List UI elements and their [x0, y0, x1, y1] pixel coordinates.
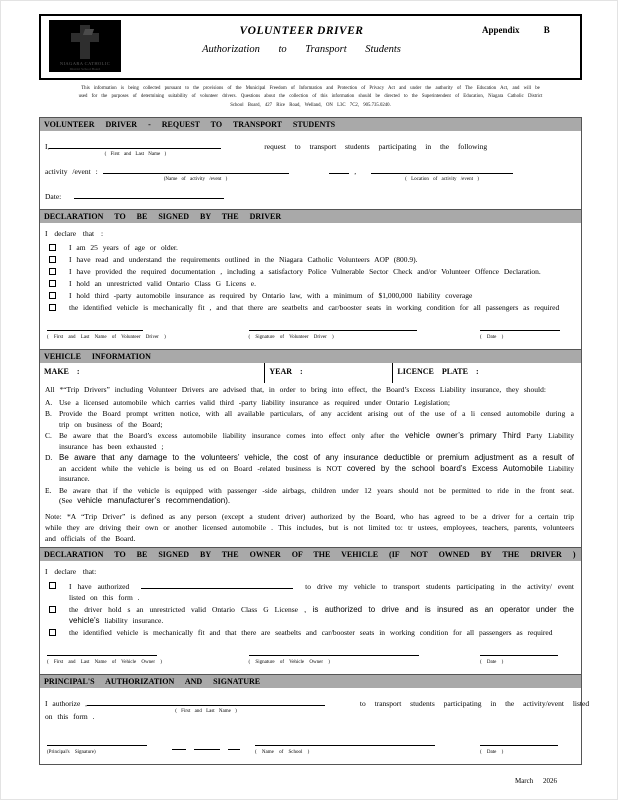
appendix-label: Appendix B	[482, 25, 550, 35]
principal-date-line[interactable]	[480, 744, 558, 746]
principal-date-label: ( Date )	[480, 749, 504, 755]
driver-declaration-item: I have provided the required documentation , including a satisfactory Police Vulnerable Sector Check and/or Volunteer Offence Declaration.	[45, 266, 574, 277]
request-activity-line	[45, 165, 574, 183]
activity-location-blank[interactable]	[371, 165, 513, 174]
principal-blank-label: ( First and Last Name )	[175, 708, 237, 714]
principal-prefix: I authorize ,	[45, 698, 88, 708]
form-title	[121, 20, 482, 55]
checkbox-icon[interactable]	[49, 304, 56, 311]
checkbox-icon[interactable]	[49, 244, 56, 251]
vehicle-year-field[interactable]: YEAR :	[264, 363, 392, 383]
checkbox-icon[interactable]	[49, 256, 56, 263]
advisory-item-c: C. Be aware that the Board’s excess automobile liability insurance comes into effect only after the vehicle owner’s primary Third Party Liability insurance has been exhausted ;	[45, 431, 574, 451]
principal-authorize-line	[45, 697, 590, 714]
checkbox-icon[interactable]	[49, 629, 56, 636]
driver-date-line[interactable]	[480, 329, 560, 331]
principal-suffix: to transport students participating in the activity/event listed	[359, 698, 590, 708]
driver-declaration-intro: I declare that :	[45, 229, 104, 239]
principal-signature-label: (Principal's Signature)	[47, 749, 96, 755]
principal-signature-line[interactable]	[47, 744, 147, 746]
dash-segments	[172, 748, 240, 758]
request-name-suffix: request to transport students participating in the following	[264, 142, 488, 152]
driver-signature-line[interactable]	[249, 329, 417, 331]
activity-location-blank-label: ( Location of activity /event )	[405, 177, 479, 183]
principal-suffix-2: on this form .	[45, 711, 95, 721]
activity-separator: ,	[354, 167, 357, 177]
section-header-principal: PRINCIPAL'S AUTHORIZATION AND SIGNATURE	[40, 674, 581, 688]
vehicle-advisory	[40, 383, 581, 547]
principal-driver-name-blank[interactable]	[87, 697, 325, 706]
checkbox-icon[interactable]	[49, 582, 56, 589]
driver-declaration-item: I have read and understand the requirements outlined in the Niagara Catholic Volunteers AOP (800.9).	[45, 254, 574, 265]
school-name-label: ( Name of School )	[255, 749, 310, 755]
section-header-request: VOLUNTEER DRIVER - REQUEST TO TRANSPORT STUDENTS	[40, 117, 581, 131]
form-header	[39, 14, 582, 80]
form-title-line2: Authorization to Transport Students	[202, 44, 401, 55]
revision-date: March 2026	[514, 777, 557, 785]
advisory-item-d: D. Be aware that any damage to the volunteers’ vehicle, the cost of any insurance deductible or premium adjustment as a result of an accident while the vehicle is being us ed on Board -related business is NOT covered by the school board’s Excess Automobile Liability insurance.	[45, 453, 574, 484]
advisory-item-b: B. Provide the Board prompt written notice, with all available particulars, of any accident arising out of the use of a li censed automobile during a trip on business of the Board;	[45, 409, 574, 429]
driver-signature-label: ( Signature of Volunteer Driver )	[248, 335, 334, 341]
driver-declaration-item: the identified vehicle is mechanically fit , and that there are seatbelts and car/booster seats in working condition for all passengers as required	[45, 302, 574, 313]
checkbox-icon[interactable]	[49, 268, 56, 275]
section-header-owner-declaration: DECLARATION TO BE SIGNED BY THE OWNER OF THE VEHICLE (IF NOT OWNED BY THE DRIVER )	[40, 547, 581, 561]
vehicle-plate-field[interactable]: LICENCE PLATE :	[392, 363, 581, 383]
owner-signature-label: ( Signature of Vehicle Owner )	[248, 659, 330, 665]
checkbox-icon[interactable]	[49, 292, 56, 299]
owner-declaration-section	[40, 561, 581, 674]
authorized-driver-blank[interactable]	[141, 580, 293, 589]
owner-signature-line[interactable]	[249, 654, 419, 656]
principal-signature-row	[47, 744, 572, 758]
driver-declaration-item: I hold an unrestricted valid Ontario Class G Licens e.	[45, 278, 574, 289]
school-name-line[interactable]	[255, 744, 435, 746]
board-logo	[49, 20, 121, 72]
owner-declaration-item: the identified vehicle is mechanically fit and that there are seatbelts and car/booster seats in working condition for all passengers as required	[45, 627, 574, 638]
activity-prefix: activity /event :	[45, 167, 98, 177]
driver-name-signature-line[interactable]	[47, 329, 143, 331]
request-date-line	[45, 190, 574, 202]
driver-declaration-item: I hold third -party automobile insurance as required by Ontario law, with a minimum of $1,000,000 liability coverage	[45, 290, 574, 301]
advisory-item-a: A. Use a licensed automobile which carries valid third -party liability insurance as required under Ontario Legislation;	[45, 397, 450, 407]
driver-declaration-item: I am 25 years of age or older.	[45, 242, 574, 253]
driver-name-blank-label: ( First and Last Name )	[104, 152, 167, 158]
logo-subcaption: District School Board	[69, 66, 101, 71]
advisory-item-e: E. Be aware that if the vehicle is equipped with passenger -side airbags, children under 12 years should not be permitted to ride in the front seat. (See vehicle manufacturer’s recommendation).	[45, 485, 574, 506]
driver-name-signature-label: ( First and Last Name of Volunteer Driver )	[47, 335, 166, 341]
checkbox-icon[interactable]	[49, 606, 56, 613]
owner-declaration-intro: I declare that:	[45, 566, 97, 576]
privacy-notice: This information is being collected pursuant to the provisions of the Municipal Freedom of Information and Protection of Privacy Act and under the authority of The Education Act, and will be used for the purposes of determining suitability of volunteer drivers. Questions about the collection of this information should be directed to the Superintendent of Education, Niagara Catholic District School Board, 427 Rice Road, Welland, ON L3C 7C2, 905.735.0240.	[78, 86, 543, 108]
form-body	[39, 117, 590, 765]
vehicle-fields-row	[40, 363, 581, 383]
owner-name-signature-label: ( First and Last Name of Vehicle Owner )	[47, 659, 162, 665]
logo-caption: NIAGARA CATHOLIC	[59, 61, 111, 67]
driver-date-label: ( Date )	[480, 335, 504, 341]
owner-date-label: ( Date )	[480, 659, 504, 665]
driver-signature-row	[47, 329, 572, 343]
request-name-prefix: I,	[45, 142, 50, 152]
date-blank[interactable]	[74, 190, 224, 199]
date-label: Date:	[45, 192, 62, 202]
section-header-vehicle-info: VEHICLE INFORMATION	[40, 349, 581, 363]
advisory-intro: All *“Trip Drivers” including Volunteer Drivers are advised that, in order to bring into effect, the Board’s Excess Liability insurance, they should:	[45, 385, 546, 395]
driver-name-blank[interactable]	[49, 140, 221, 149]
owner-signature-row	[47, 654, 572, 668]
form-title-line1: VOLUNTEER DRIVER	[239, 25, 364, 37]
request-name-line	[45, 140, 574, 158]
owner-declaration-item: I have authorized to drive my vehicle to transport students participating in the activity/ event listed on this form .	[45, 580, 574, 603]
trip-driver-note: Note: *A “Trip Driver” is defined as any person (except a student driver) authorized by the Board, who has agreed to be a driver for a certain trip while they are driving their own or another licensed automobile . This includes, but is not limited to: tr ustees, employees, teachers, parents, volunteers and officials of the Board.	[45, 511, 574, 543]
activity-name-blank[interactable]	[103, 165, 289, 174]
owner-date-line[interactable]	[480, 654, 558, 656]
activity-short-blank[interactable]	[329, 165, 349, 174]
owner-declaration-item: the driver hold s an unrestricted valid Ontario Class G License , is authorized to drive and is insured as an operator under the vehicle’s liability insurance.	[45, 604, 574, 626]
principal-section	[40, 688, 590, 764]
driver-declaration-section	[40, 223, 581, 349]
activity-name-blank-label: (Name of activity /event )	[163, 177, 228, 183]
section-header-driver-declaration: DECLARATION TO BE SIGNED BY THE DRIVER	[40, 209, 581, 223]
request-section	[40, 131, 581, 209]
vehicle-make-field[interactable]: MAKE :	[44, 367, 80, 377]
checkbox-icon[interactable]	[49, 280, 56, 287]
owner-name-signature-line[interactable]	[47, 654, 157, 656]
